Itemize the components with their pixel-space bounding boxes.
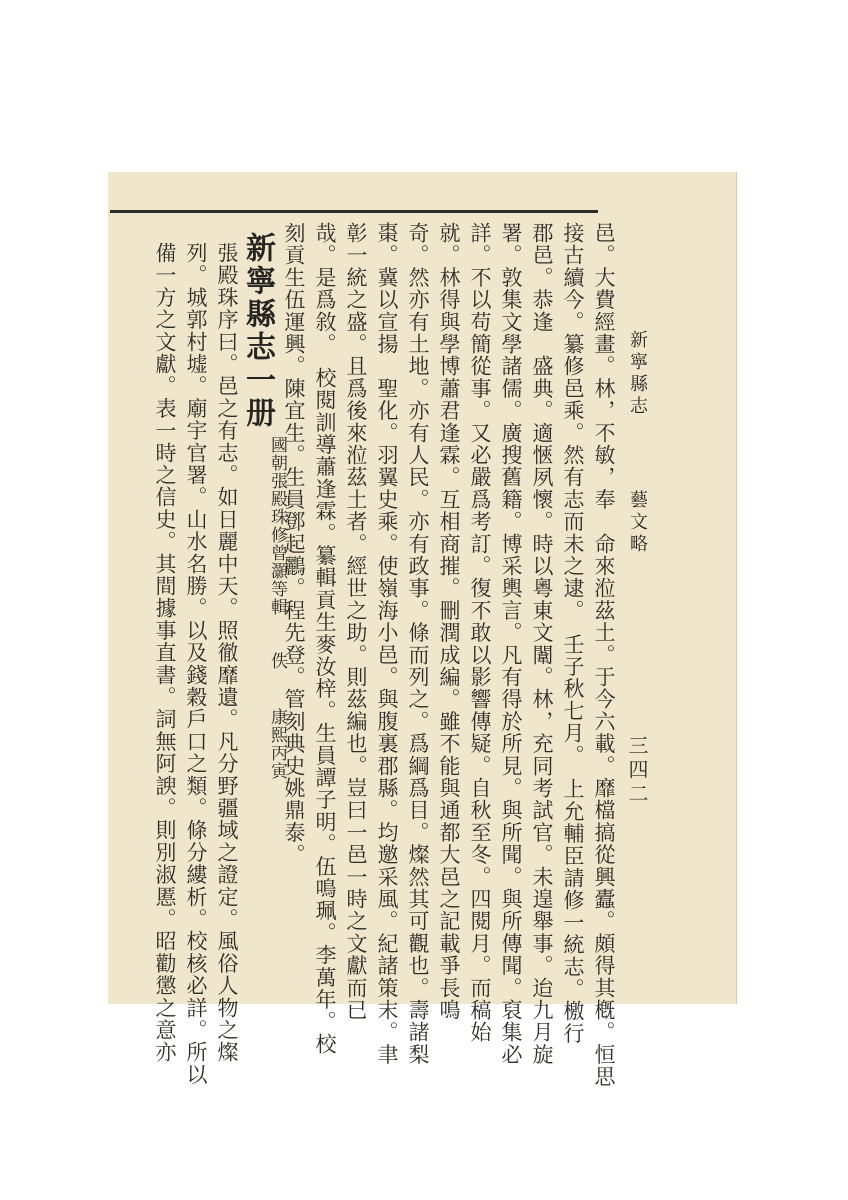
- body-line: 棗。冀以宣揚 聖化。羽翼史乘。使嶺海小邑。與腹裏郡縣。均邀采風。紀諸策末。聿: [375, 222, 399, 1066]
- book-entry-compiler: 國朝張殿珠修曾灝等輯: [267, 436, 287, 616]
- body-line: 刻貢生伍運興。陳宜生。生員鄧起鸝。程先登。管刻典史姚鼎泰。: [282, 222, 306, 866]
- running-title: 新寧縣志: [627, 330, 648, 418]
- book-entry-status: 佚: [267, 652, 287, 670]
- body-line: 奇。然亦有土地。亦有人民。亦有政事。條而列之。爲綱爲目。燦然其可觀也。壽諸梨: [406, 222, 430, 1066]
- section-title: 藝文略: [627, 490, 648, 556]
- book-entry-year: 康熙丙寅: [267, 708, 287, 780]
- body-line: 接古續今。纂修邑乘。然有志而未之逮。 壬子秋七月。 上允輔臣請修一統志。檄行: [561, 222, 585, 1045]
- book-entry-title: 新寧縣志一册: [240, 232, 275, 430]
- page-number: 三四二: [625, 735, 649, 807]
- body-line: 就。林得與學博蕭君逢霖。互相商摧。刪潤成編。雖不能與通都大邑之記載爭長鳴: [437, 222, 461, 1022]
- body-line: 署。敦集文學諸儒。廣搜舊籍。博采輿言。凡有得於所見。與所聞。與所傳聞。裒集必: [499, 222, 523, 1066]
- body-line: 彰一統之盛。且爲後來涖茲土者。經世之助。則茲編也。豈曰一邑一時之文獻而已: [344, 222, 368, 1022]
- top-rule: [110, 210, 598, 213]
- preface-line: 張殿珠序曰。邑之有志。如日麗中天。照徹靡遺。凡分野疆域之證定。風俗人物之燦: [215, 242, 239, 1064]
- body-line: 哉。是爲敘。 校閱訓導蕭逢霖。纂輯貢生麥汝梓。生員譚子明。伍鳴珮。李萬年。校: [313, 222, 337, 1056]
- preface-line: 備一方之文獻。表一時之信史。其間據事直書。詞無阿諛。則別淑慝。昭勸懲之意亦: [153, 242, 177, 1064]
- preface-line: 列。城郭村墟。廟宇官署。山水名勝。以及錢穀戶口之類。條分縷析。校核必詳。所以: [184, 242, 208, 1086]
- body-line: 郡邑。恭逢 盛典。適愜夙懷。時以粵東文闈。林，充同考試官。未遑舉事。迨九月旋: [530, 222, 554, 1066]
- body-line: 邑。大費經畫。林，不敏，奉 命來涖茲土。于今六載。靡檔搞從興蠹。頗得其槪。恒思: [592, 222, 616, 1088]
- body-line: 詳。不以苟簡從事。又必嚴爲考訂。復不敢以影響傳疑。自秋至冬。四閱月。而稿始: [468, 222, 492, 1044]
